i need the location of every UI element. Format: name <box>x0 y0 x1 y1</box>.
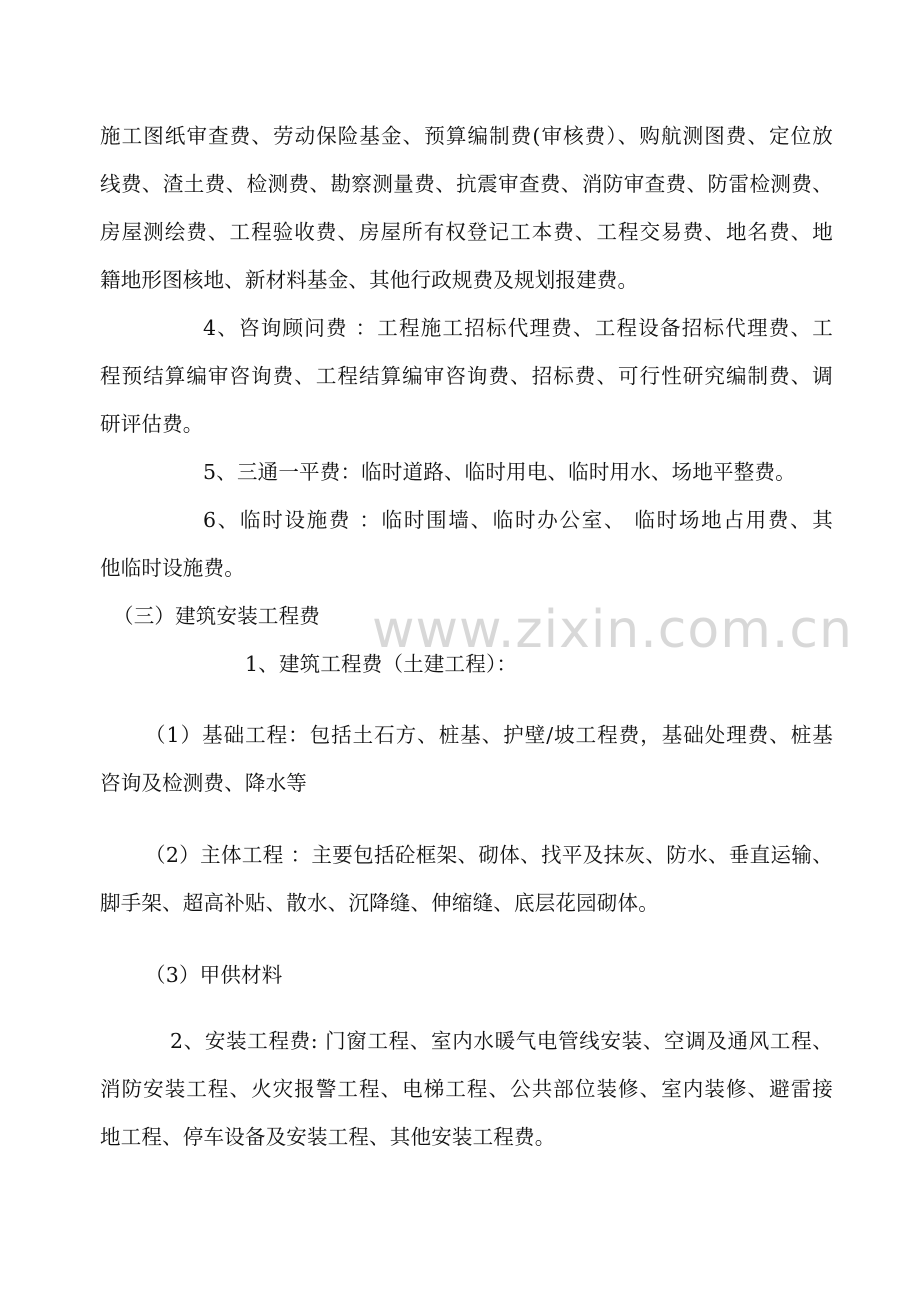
text-line: （1）基础工程：包括土石方、桩基、护壁/坡工程费，基础处理费、桩基 <box>145 723 833 747</box>
text-line: （2）主体工程 ：主要包括砼框架、砌体、找平及抹灰、防水、垂直运输、 <box>145 843 833 867</box>
subsection-heading: 1、建筑工程费（土建工程）： <box>245 652 518 676</box>
text-line: 5、三通一平费：临时道路、临时用电、临时用水、场地平整费。 <box>203 460 796 484</box>
text-line: 程预结算编审咨询费、工程结算编审咨询费、招标费、可行性研究编制费、调 <box>100 364 833 388</box>
section-heading: （三）建筑安装工程费 <box>113 604 320 628</box>
text-line: 2、安装工程费: 门窗工程、室内水暖气电管线安装、空调及通风工程、 <box>170 1029 833 1053</box>
text-line: 籍地形图核地、新材料基金、其他行政规费及规划报建费。 <box>100 268 639 292</box>
text-line: 咨询及检测费、降水等 <box>100 771 307 795</box>
text-line: 房屋测绘费、工程验收费、房屋所有权登记工本费、工程交易费、地名费、地 <box>100 220 833 244</box>
text-line: 施工图纸审查费、劳动保险基金、预算编制费(审核费）、购航测图费、定位放 <box>100 124 833 148</box>
text-line: 线费、渣土费、检测费、勘察测量费、抗震审查费、消防审查费、防雷检测费、 <box>100 172 833 196</box>
text-line: 他临时设施费。 <box>100 556 245 580</box>
text-line: 6、临时设施费 ：临时围墙、临时办公室、 临时场地占用费、其 <box>203 508 833 532</box>
text-line: 消防安装工程、火灾报警工程、电梯工程、公共部位装修、室内装修、避雷接 <box>100 1077 833 1101</box>
text-line: 研评估费。 <box>100 412 204 436</box>
text-line: 脚手架、超高补贴、散水、沉降缝、伸缩缝、底层花园砌体。 <box>100 891 659 915</box>
text-line: 地工程、停车设备及安装工程、其他安装工程费。 <box>100 1125 556 1149</box>
text-line: （3）甲供材料 <box>145 963 283 987</box>
watermark-text: www.zixin.com.cn <box>372 600 853 660</box>
text-line: 4、咨询顾问费 ：工程施工招标代理费、工程设备招标代理费、工 <box>203 316 833 340</box>
